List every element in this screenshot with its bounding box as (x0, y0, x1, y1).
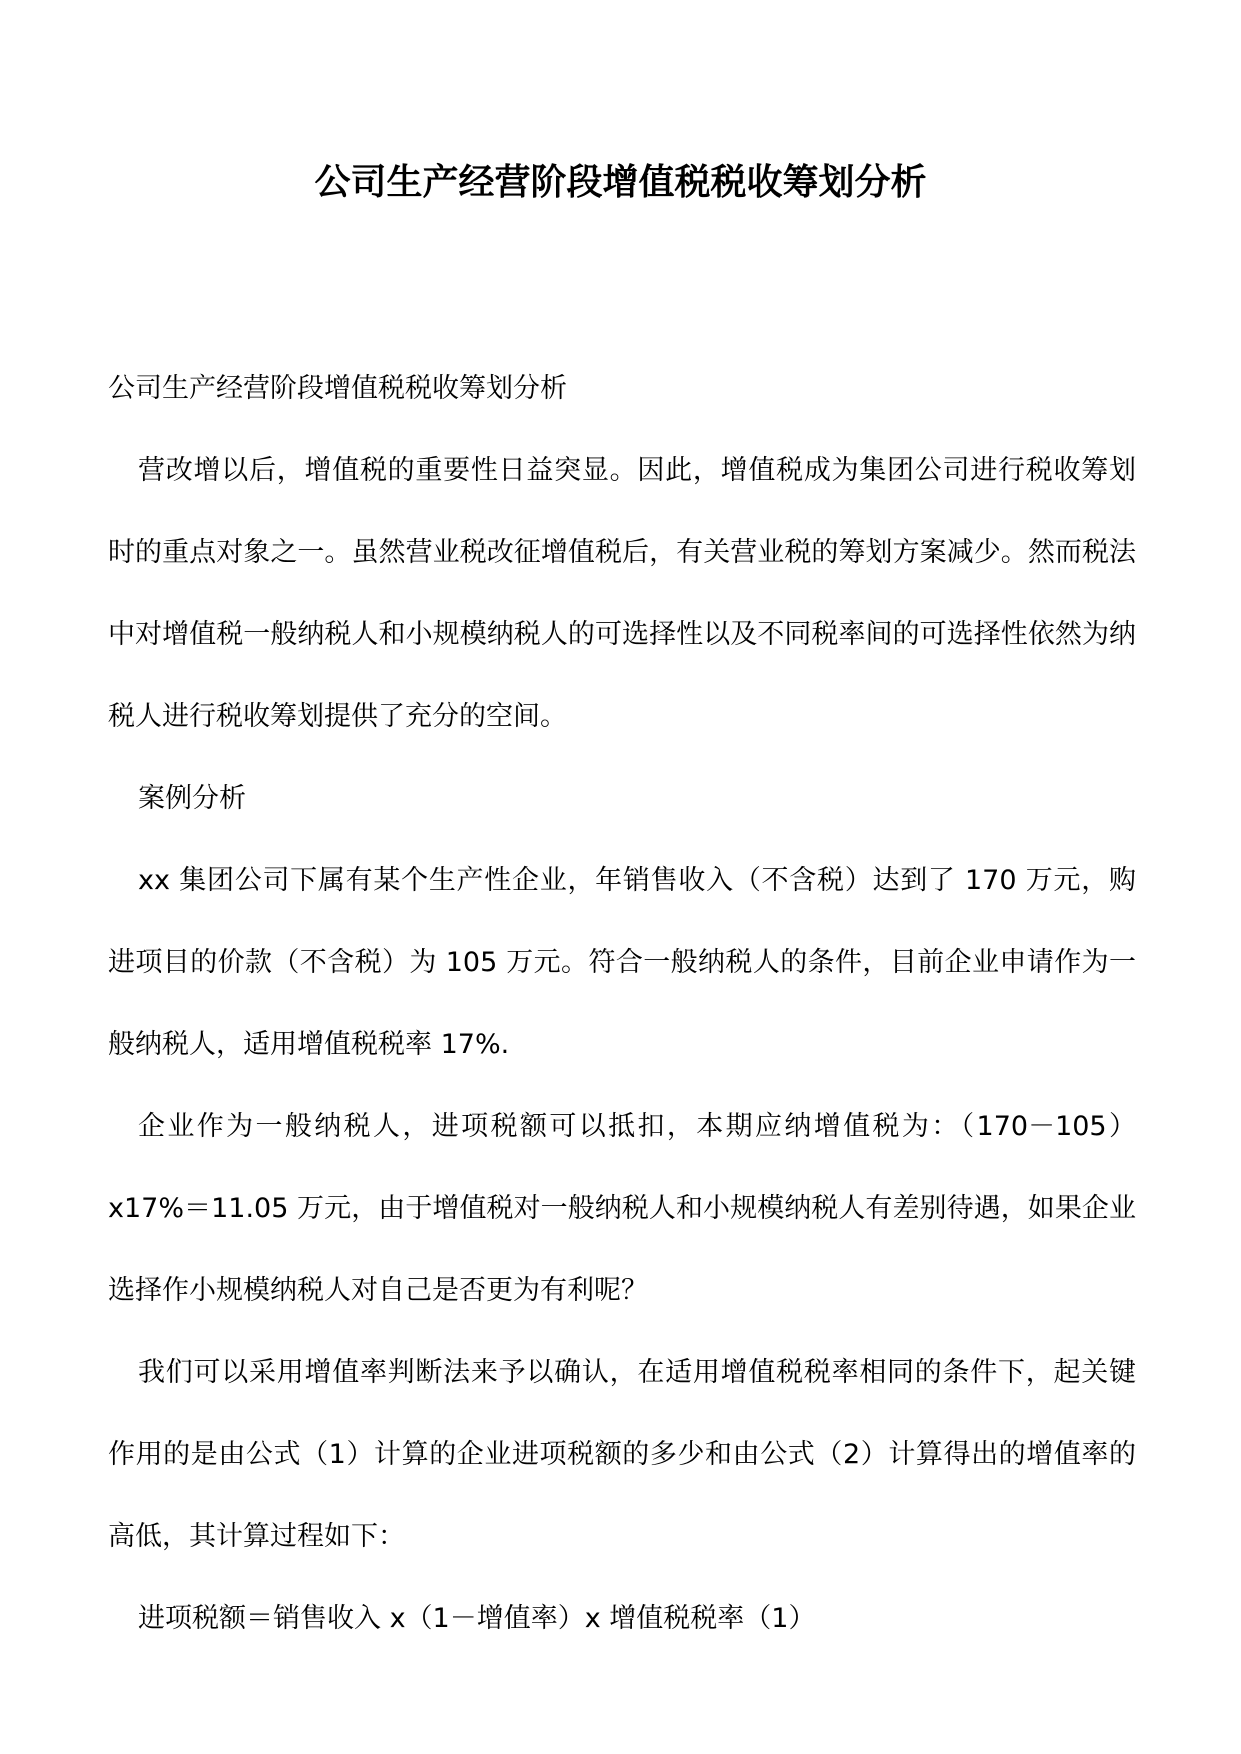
document-title: 公司生产经营阶段增值税税收筹划分析 (314, 162, 927, 203)
paragraph-general-taxpayer-calc: 企业作为一般纳税人，进项税额可以抵扣，本期应纳增值税为：（170－105）x17%＝11.05 万元，由于增值税对一般纳税人和小规模纳税人有差别待遇，如果企业选择作小规模纳税人对自己是否更为有利呢？ (108, 1111, 1136, 1306)
document-body (108, 348, 1136, 1660)
paragraph-formula-1: 进项税额＝销售收入 x（1－增值率）x 增值税税率（1） (138, 1603, 816, 1634)
paragraph-heading: 公司生产经营阶段增值税税收筹划分析 (108, 373, 567, 404)
paragraph-case-heading: 案例分析 (138, 783, 246, 814)
paragraph-method: 我们可以采用增值率判断法来予以确认，在适用增值税税率相同的条件下，起关键作用的是由公式（1）计算的企业进项税额的多少和由公式（2）计算得出的增值率的高低，其计算过程如下： (108, 1357, 1136, 1552)
paragraph-case-description: xx 集团公司下属有某个生产性企业，年销售收入（不含税）达到了 170 万元，购进项目的价款（不含税）为 105 万元。符合一般纳税人的条件，目前企业申请作为一般纳税人，适用增值税税率 17%. (108, 865, 1136, 1060)
paragraph-intro: 营改增以后，增值税的重要性日益突显。因此，增值税成为集团公司进行税收筹划时的重点对象之一。虽然营业税改征增值税后，有关营业税的筹划方案减少。然而税法中对增值税一般纳税人和小规模纳税人的可选择性以及不同税率间的可选择性依然为纳税人进行税收筹划提供了充分的空间。 (108, 455, 1136, 732)
